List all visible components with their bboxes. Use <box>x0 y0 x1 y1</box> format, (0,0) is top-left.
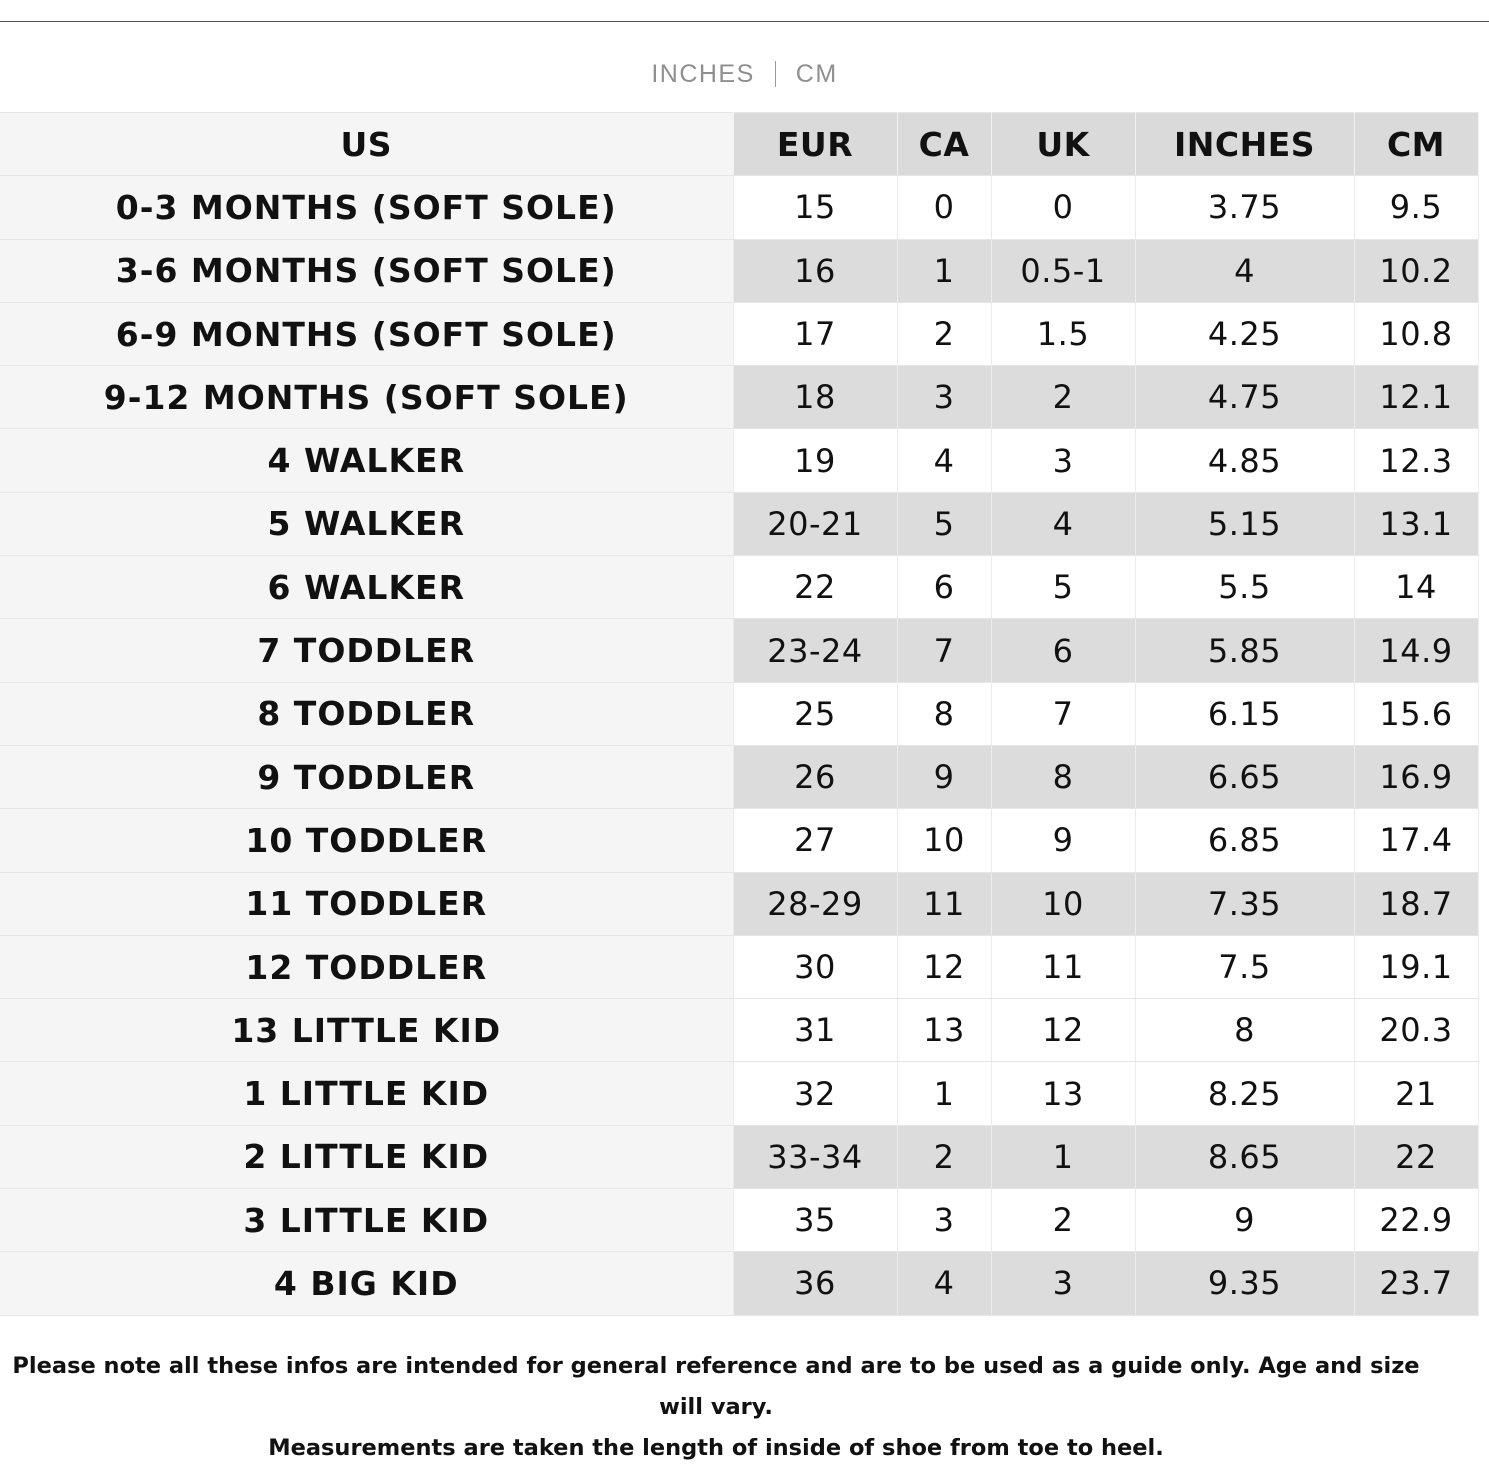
table-row <box>0 872 1478 935</box>
cell-uk: 10 <box>991 872 1135 935</box>
cell-cm: 19.1 <box>1354 935 1478 998</box>
footnote-line-2: Measurements are taken the length of inside of shoe from toe to heel. <box>268 1435 1164 1461</box>
cell-us: 6 WALKER <box>0 556 733 619</box>
cell-ca: 1 <box>897 239 991 302</box>
cell-us: 4 WALKER <box>0 429 733 492</box>
cell-uk: 4 <box>991 492 1135 555</box>
cell-cm: 10.2 <box>1354 239 1478 302</box>
cell-eur: 35 <box>733 1189 897 1252</box>
cell-uk: 2 <box>991 366 1135 429</box>
top-divider <box>0 21 1489 22</box>
cell-cm: 23.7 <box>1354 1252 1478 1315</box>
table-row <box>0 556 1478 619</box>
cell-us: 7 TODDLER <box>0 619 733 682</box>
cell-inches: 6.85 <box>1135 809 1354 872</box>
cell-eur: 30 <box>733 935 897 998</box>
cell-cm: 22 <box>1354 1125 1478 1188</box>
header-ca: CA <box>897 113 991 176</box>
cell-inches: 3.75 <box>1135 176 1354 239</box>
cell-uk: 0.5-1 <box>991 239 1135 302</box>
cell-inches: 5.85 <box>1135 619 1354 682</box>
table-row <box>0 429 1478 492</box>
cell-ca: 6 <box>897 556 991 619</box>
unit-option-inches[interactable]: INCHES <box>651 59 755 88</box>
cell-cm: 14.9 <box>1354 619 1478 682</box>
cell-ca: 1 <box>897 1062 991 1125</box>
cell-eur: 23-24 <box>733 619 897 682</box>
table-row <box>0 1125 1478 1188</box>
cell-uk: 8 <box>991 745 1135 808</box>
cell-eur: 25 <box>733 682 897 745</box>
cell-uk: 1 <box>991 1125 1135 1188</box>
cell-ca: 4 <box>897 429 991 492</box>
cell-us: 0-3 MONTHS (SOFT SOLE) <box>0 176 733 239</box>
cell-ca: 0 <box>897 176 991 239</box>
cell-inches: 8.65 <box>1135 1125 1354 1188</box>
cell-eur: 33-34 <box>733 1125 897 1188</box>
cell-inches: 6.65 <box>1135 745 1354 808</box>
cell-inches: 8 <box>1135 999 1354 1062</box>
unit-separator <box>775 61 776 87</box>
cell-ca: 2 <box>897 1125 991 1188</box>
cell-us: 6-9 MONTHS (SOFT SOLE) <box>0 302 733 365</box>
cell-inches: 9.35 <box>1135 1252 1354 1315</box>
cell-uk: 12 <box>991 999 1135 1062</box>
cell-cm: 15.6 <box>1354 682 1478 745</box>
cell-uk: 1.5 <box>991 302 1135 365</box>
table-row <box>0 492 1478 555</box>
table-row <box>0 619 1478 682</box>
cell-us: 2 LITTLE KID <box>0 1125 733 1188</box>
table-row <box>0 809 1478 872</box>
cell-uk: 3 <box>991 1252 1135 1315</box>
cell-cm: 21 <box>1354 1062 1478 1125</box>
cell-ca: 13 <box>897 999 991 1062</box>
cell-uk: 11 <box>991 935 1135 998</box>
unit-option-cm[interactable]: CM <box>795 59 838 88</box>
footnote <box>0 1346 1432 1469</box>
cell-eur: 15 <box>733 176 897 239</box>
cell-ca: 4 <box>897 1252 991 1315</box>
cell-inches: 8.25 <box>1135 1062 1354 1125</box>
cell-us: 11 TODDLER <box>0 872 733 935</box>
cell-eur: 19 <box>733 429 897 492</box>
cell-us: 10 TODDLER <box>0 809 733 872</box>
cell-cm: 20.3 <box>1354 999 1478 1062</box>
table-row <box>0 366 1478 429</box>
cell-inches: 6.15 <box>1135 682 1354 745</box>
cell-uk: 7 <box>991 682 1135 745</box>
header-cm: CM <box>1354 113 1478 176</box>
cell-cm: 18.7 <box>1354 872 1478 935</box>
cell-ca: 12 <box>897 935 991 998</box>
table-row <box>0 1189 1478 1252</box>
cell-eur: 31 <box>733 999 897 1062</box>
cell-cm: 14 <box>1354 556 1478 619</box>
cell-cm: 12.3 <box>1354 429 1478 492</box>
cell-ca: 9 <box>897 745 991 808</box>
cell-inches: 9 <box>1135 1189 1354 1252</box>
table-row <box>0 935 1478 998</box>
table-row <box>0 1062 1478 1125</box>
cell-us: 5 WALKER <box>0 492 733 555</box>
cell-cm: 22.9 <box>1354 1189 1478 1252</box>
header-inches: INCHES <box>1135 113 1354 176</box>
cell-ca: 3 <box>897 1189 991 1252</box>
cell-us: 13 LITTLE KID <box>0 999 733 1062</box>
table-row <box>0 176 1478 239</box>
table-row <box>0 682 1478 745</box>
table-body <box>0 176 1478 1315</box>
cell-eur: 32 <box>733 1062 897 1125</box>
table-row <box>0 745 1478 808</box>
unit-toggle <box>0 52 1489 96</box>
cell-eur: 27 <box>733 809 897 872</box>
cell-uk: 2 <box>991 1189 1135 1252</box>
footnote-line-1: Please note all these infos are intended for general reference and are to be used as a guide only. Age and size will vary. <box>12 1353 1420 1420</box>
cell-inches: 7.35 <box>1135 872 1354 935</box>
cell-inches: 5.5 <box>1135 556 1354 619</box>
cell-us: 1 LITTLE KID <box>0 1062 733 1125</box>
table-header-row <box>0 113 1478 176</box>
table-row <box>0 1252 1478 1315</box>
header-uk: UK <box>991 113 1135 176</box>
cell-uk: 5 <box>991 556 1135 619</box>
cell-us: 8 TODDLER <box>0 682 733 745</box>
cell-ca: 10 <box>897 809 991 872</box>
cell-eur: 20-21 <box>733 492 897 555</box>
cell-ca: 2 <box>897 302 991 365</box>
cell-us: 4 BIG KID <box>0 1252 733 1315</box>
size-chart-table <box>0 112 1479 1316</box>
cell-inches: 4.85 <box>1135 429 1354 492</box>
cell-cm: 13.1 <box>1354 492 1478 555</box>
table-row <box>0 239 1478 302</box>
cell-us: 9 TODDLER <box>0 745 733 808</box>
cell-uk: 6 <box>991 619 1135 682</box>
cell-eur: 28-29 <box>733 872 897 935</box>
cell-uk: 9 <box>991 809 1135 872</box>
cell-inches: 7.5 <box>1135 935 1354 998</box>
cell-eur: 18 <box>733 366 897 429</box>
cell-ca: 11 <box>897 872 991 935</box>
cell-cm: 12.1 <box>1354 366 1478 429</box>
cell-us: 3-6 MONTHS (SOFT SOLE) <box>0 239 733 302</box>
cell-us: 12 TODDLER <box>0 935 733 998</box>
cell-ca: 3 <box>897 366 991 429</box>
cell-uk: 3 <box>991 429 1135 492</box>
cell-us: 3 LITTLE KID <box>0 1189 733 1252</box>
cell-cm: 16.9 <box>1354 745 1478 808</box>
cell-inches: 4 <box>1135 239 1354 302</box>
cell-eur: 16 <box>733 239 897 302</box>
cell-uk: 13 <box>991 1062 1135 1125</box>
cell-cm: 10.8 <box>1354 302 1478 365</box>
cell-inches: 5.15 <box>1135 492 1354 555</box>
cell-eur: 26 <box>733 745 897 808</box>
cell-ca: 7 <box>897 619 991 682</box>
cell-ca: 8 <box>897 682 991 745</box>
cell-eur: 36 <box>733 1252 897 1315</box>
cell-cm: 9.5 <box>1354 176 1478 239</box>
cell-cm: 17.4 <box>1354 809 1478 872</box>
header-eur: EUR <box>733 113 897 176</box>
table-row <box>0 302 1478 365</box>
cell-uk: 0 <box>991 176 1135 239</box>
cell-inches: 4.75 <box>1135 366 1354 429</box>
table-row <box>0 999 1478 1062</box>
cell-eur: 17 <box>733 302 897 365</box>
cell-us: 9-12 MONTHS (SOFT SOLE) <box>0 366 733 429</box>
cell-eur: 22 <box>733 556 897 619</box>
header-us: US <box>0 113 733 176</box>
cell-ca: 5 <box>897 492 991 555</box>
cell-inches: 4.25 <box>1135 302 1354 365</box>
